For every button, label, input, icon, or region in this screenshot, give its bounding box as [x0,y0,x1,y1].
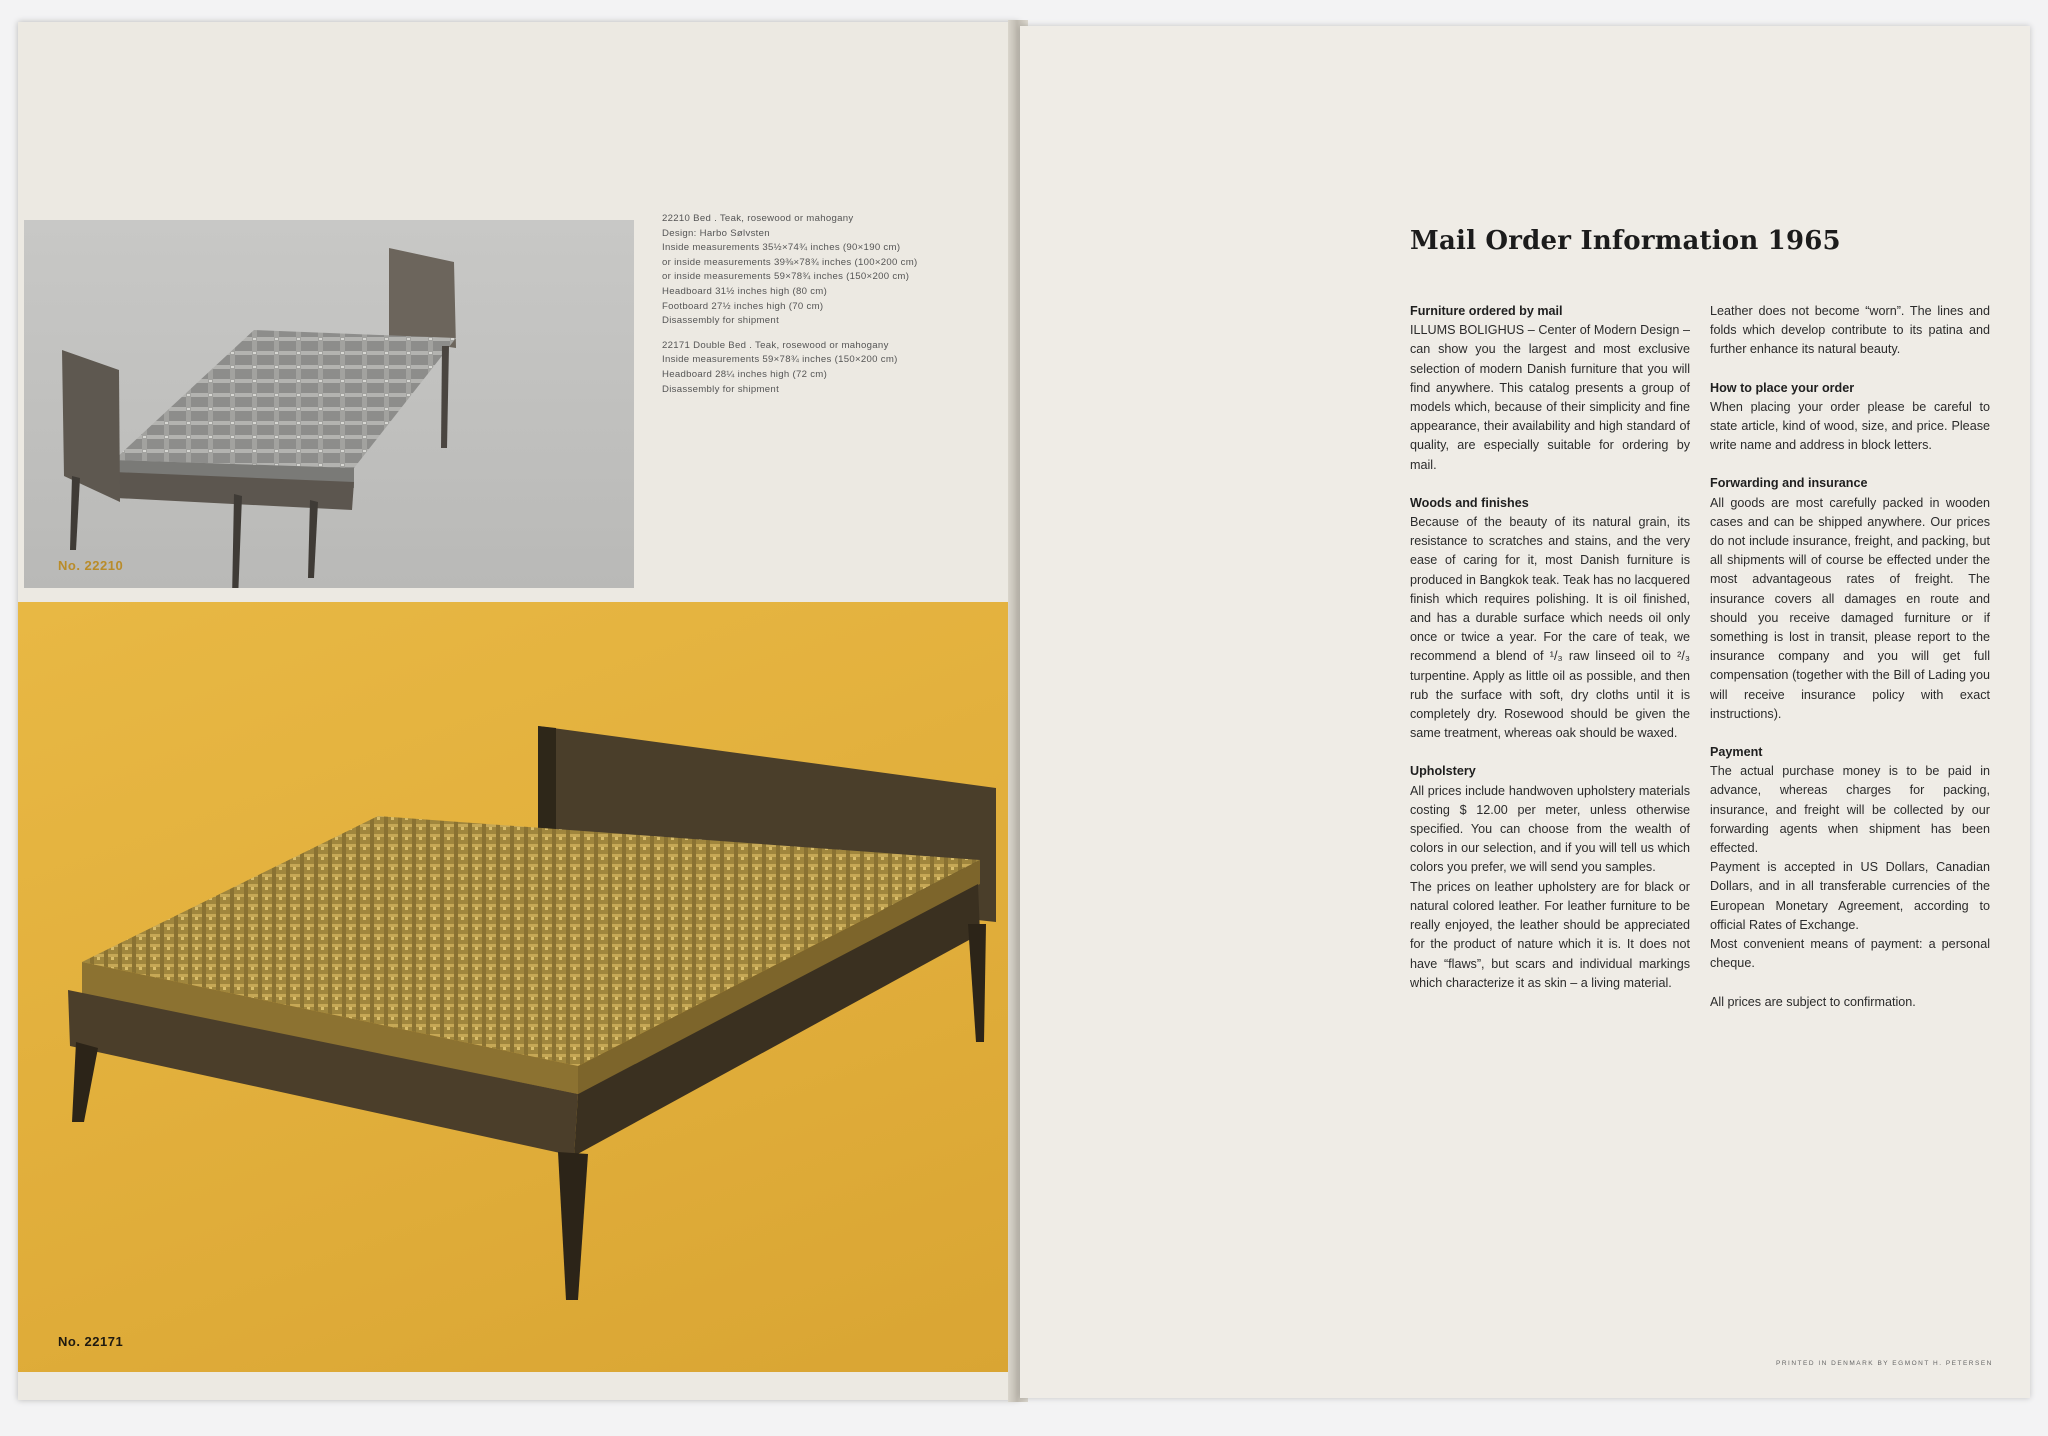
spec-line: 22171 Double Bed . Teak, rosewood or mahogany [662,339,889,351]
spec-line: Disassembly for shipment [662,383,780,395]
left-page [18,22,1019,1400]
section-heading: How to place your order [1710,380,1855,395]
double-bed-panel [18,602,1016,1372]
printer-credit: PRINTED IN DENMARK BY EGMONT H. PETERSEN [1776,1360,1993,1367]
section-body: Leather does not become “worn”. The lines and folds which develop contribute to its patina and further enhance its natural beauty. [1710,304,1990,357]
spec-line: Disassembly for shipment [662,315,780,327]
section-body: All goods are most carefully packed in wooden cases and can be shipped anywhere. Our prices do not include insurance, freight, and packing, but all shipments will of course be effected under the most advantageous rates of freight. The insurance covers all damages en route and should you receive damaged furniture or if something is lost in transit, please report to the insurance company and you will get full compensation (together with the Bill of Lading you will receive insurance policy with exact instructions). [1710,495,1990,721]
spec-line: Inside measurements 35½×74¾ inches (90×190 cm) [662,242,901,254]
section-heading: Woods and finishes [1410,495,1529,510]
single-bed-photo [24,220,634,588]
spec-line: or inside measurements 59×78¾ inches (150×200 cm) [662,271,910,283]
section-body: When placing your order please be careful to state article, kind of wood, size, and price. Please write name and address in block letters. [1710,399,1990,453]
section-heading: Payment [1710,745,1763,760]
single-bed-illustration [24,220,634,588]
page-title: Mail Order Information 1965 [1410,226,1841,256]
section-heading: Forwarding and insurance [1710,476,1868,491]
spec-line: Footboard 27½ inches high (70 cm) [662,300,824,312]
section-heading: Upholstery [1410,764,1476,779]
section-body: Because of the beauty of its natural grain, its resistance to scratches and stains, and the very ease of caring for it, most Danish furniture is produced in Bangkok teak. Teak has no lacquered finish which requires polishing. It is oil finished, and has a durable surface which needs oil only once or twice a year. For the care of teak, we recommend a blend of ¹/₃ raw linseed oil to ²/₃ turpentine. Apply as little oil as possible, and then rub the surface with soft, dry cloths until it is completely dry. Rosewood should be given the same treatment, whereas oak should be waxed. [1410,515,1690,741]
spec-line: Design: Harbo Sølvsten [662,227,770,239]
section-body: ILLUMS BOLIGHUS – Center of Modern Design – can show you the largest and most exclusive selection of modern Danish furniture that you will find anywhere. This catalog presents a group of models which, because of their simplicity and fine appearance, their availability and high standard of quality, are especially suitable for ordering by mail. [1410,323,1690,472]
spec-line: or inside measurements 39⅜×78¾ inches (100×200 cm) [662,256,918,268]
spec-line: Headboard 31½ inches high (80 cm) [662,285,828,297]
section-body: Most convenient means of payment: a personal cheque. [1710,937,1990,971]
bed-specifications [662,212,918,397]
section-heading: Furniture ordered by mail [1410,304,1563,318]
spec-line: 22210 Bed . Teak, rosewood or mahogany [662,213,854,224]
section-body: All prices include handwoven upholstery materials costing $ 12.00 per meter, unless otherwise specified. You can choose from the wealth of colors in our selection, and if you will tell us which colors you prefer, we will send you samples. [1410,783,1690,875]
right-page [1020,26,2030,1398]
text-column-left [1410,302,1690,1012]
section-body: Payment is accepted in US Dollars, Canadian Dollars, and in all transferable currencies of the European Monetary Agreement, according to official Rates of Exchange. [1710,860,1990,932]
spec-line: Headboard 28¼ inches high (72 cm) [662,368,828,380]
section-body: All prices are subject to confirmation. [1710,994,1916,1009]
spec-line: Inside measurements 59×78¾ inches (150×200 cm) [662,354,898,366]
double-bed-illustration [18,602,1016,1372]
section-body: The actual purchase money is to be paid in advance, whereas charges for packing, insurance, and freight will be collected by our forwarding agents when shipment has been effected. [1710,764,1990,856]
text-column-right [1710,302,1990,1031]
model-number-22171: No. 22171 [58,1334,124,1349]
section-body: The prices on leather upholstery are for black or natural colored leather. For leather furniture to be really enjoyed, the leather should be appreciated for the product of nature which it is. It does not have “flaws”, but scars and individual markings which characterize it as skin – a living material. [1410,879,1690,990]
model-number-22210: No. 22210 [58,558,124,573]
